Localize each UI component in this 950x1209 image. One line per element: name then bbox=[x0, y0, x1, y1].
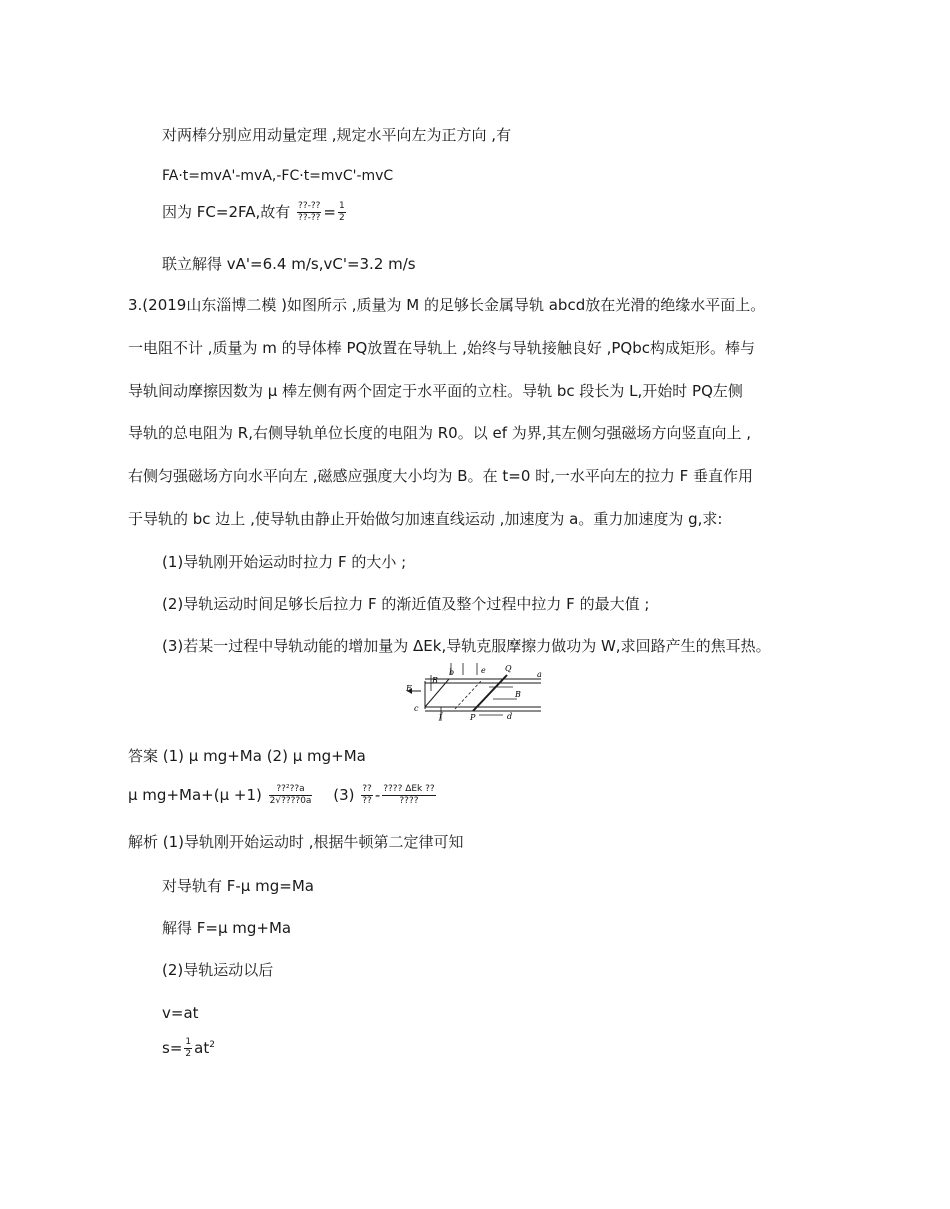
figure-label: e bbox=[481, 666, 486, 675]
problem-text: 3.(2019山东淄博二模 )如图所示 ,质量为 M 的足够长金属导轨 abcd放在光滑的绝缘水平面上。 bbox=[128, 296, 766, 314]
fraction: $\frac{??-??}{??-??}$ bbox=[298, 201, 321, 223]
problem-text: 于导轨的 bc 边上 ,使导轨由静止开始做匀加速直线运动 ,加速度为 a。重力加速度为 g,求: bbox=[128, 510, 723, 528]
solution-text: 解析 (1)导轨刚开始运动时 ,根据牛顿第二定律可知 bbox=[128, 833, 464, 851]
problem-text: 导轨间动摩擦因数为 μ 棒左侧有两个固定于水平面的立柱。导轨 bc 段长为 L,开始时 PQ左侧 bbox=[128, 382, 743, 400]
figure-label: F bbox=[406, 684, 412, 693]
problem-text: 右侧匀强磁场方向水平向左 ,磁感应强度大小均为 B。在 t=0 时,一水平向左的拉力 F 垂直作用 bbox=[128, 467, 754, 485]
superscript: 2 bbox=[209, 1040, 215, 1050]
question-item: (1)导轨刚开始运动时拉力 F 的大小 ; bbox=[162, 553, 407, 571]
figure-label: B bbox=[432, 676, 438, 685]
fraction: $\frac{1}{2}$ bbox=[185, 1037, 192, 1059]
figure-label: b bbox=[449, 668, 455, 677]
answer-line bbox=[128, 784, 438, 807]
text-line: 对两棒分别应用动量定理 ,规定水平向左为正方向 ,有 bbox=[162, 126, 512, 144]
figure-label: f bbox=[439, 712, 442, 721]
formula-line bbox=[162, 201, 348, 224]
fraction: $\frac{??}{??}$ bbox=[362, 784, 372, 806]
formula-text: 因为 FC=2FA,故有 bbox=[162, 203, 291, 221]
solution-text: (2)导轨运动以后 bbox=[162, 961, 274, 979]
equals-sign: = bbox=[323, 203, 336, 221]
solution-text: v=at bbox=[162, 1004, 199, 1022]
solution-text: 对导轨有 F-μ mg=Ma bbox=[162, 877, 314, 895]
solution-text: 解得 F=μ mg+Ma bbox=[162, 919, 292, 937]
answer-text: μ mg+Ma+(μ +1) bbox=[128, 786, 262, 804]
figure-label: d bbox=[507, 712, 513, 721]
fraction: $\frac{1}{2}$ bbox=[338, 201, 345, 223]
question-item: (3)若某一过程中导轨动能的增加量为 ΔEk,导轨克服摩擦力做功为 W,求回路产生的焦耳热。 bbox=[162, 637, 771, 655]
figure-label: Q bbox=[505, 664, 512, 673]
figure-label: a bbox=[537, 670, 542, 679]
problem-text: 一电阻不计 ,质量为 m 的导体棒 PQ放置在导轨上 ,始终与导轨接触良好 ,PQbc构成矩形。棒与 bbox=[128, 339, 756, 357]
figure-label: P bbox=[470, 713, 476, 722]
problem-text: 导轨的总电阻为 R,右侧导轨单位长度的电阻为 R0。以 ef 为界,其左侧匀强磁场方向竖直向上 , bbox=[128, 424, 752, 442]
formula-line: FA·t=mvA'-mvA,-FC·t=mvC'-mvC bbox=[162, 168, 394, 184]
answer-line: 答案 (1) μ mg+Ma (2) μ mg+Ma bbox=[128, 747, 366, 765]
question-item: (2)导轨运动时间足够长后拉力 F 的渐近值及整个过程中拉力 F 的最大值 ; bbox=[162, 595, 650, 613]
figure-label: c bbox=[414, 704, 419, 713]
formula-text: s= bbox=[162, 1039, 183, 1057]
formula-line bbox=[162, 1037, 215, 1061]
formula-text: at bbox=[194, 1039, 210, 1057]
fraction: $\frac{\text{???? ΔEk ??}}{????}$ bbox=[383, 784, 435, 806]
fraction: $\frac{\text{??²??a}}{2√????0a}$ bbox=[269, 784, 312, 806]
text-line: 联立解得 vA'=6.4 m/s,vC'=3.2 m/s bbox=[162, 255, 416, 273]
answer-text: (3) bbox=[333, 786, 355, 804]
minus-sign: - bbox=[374, 786, 381, 804]
rail-diagram bbox=[403, 661, 545, 723]
figure-label: B bbox=[515, 690, 521, 699]
